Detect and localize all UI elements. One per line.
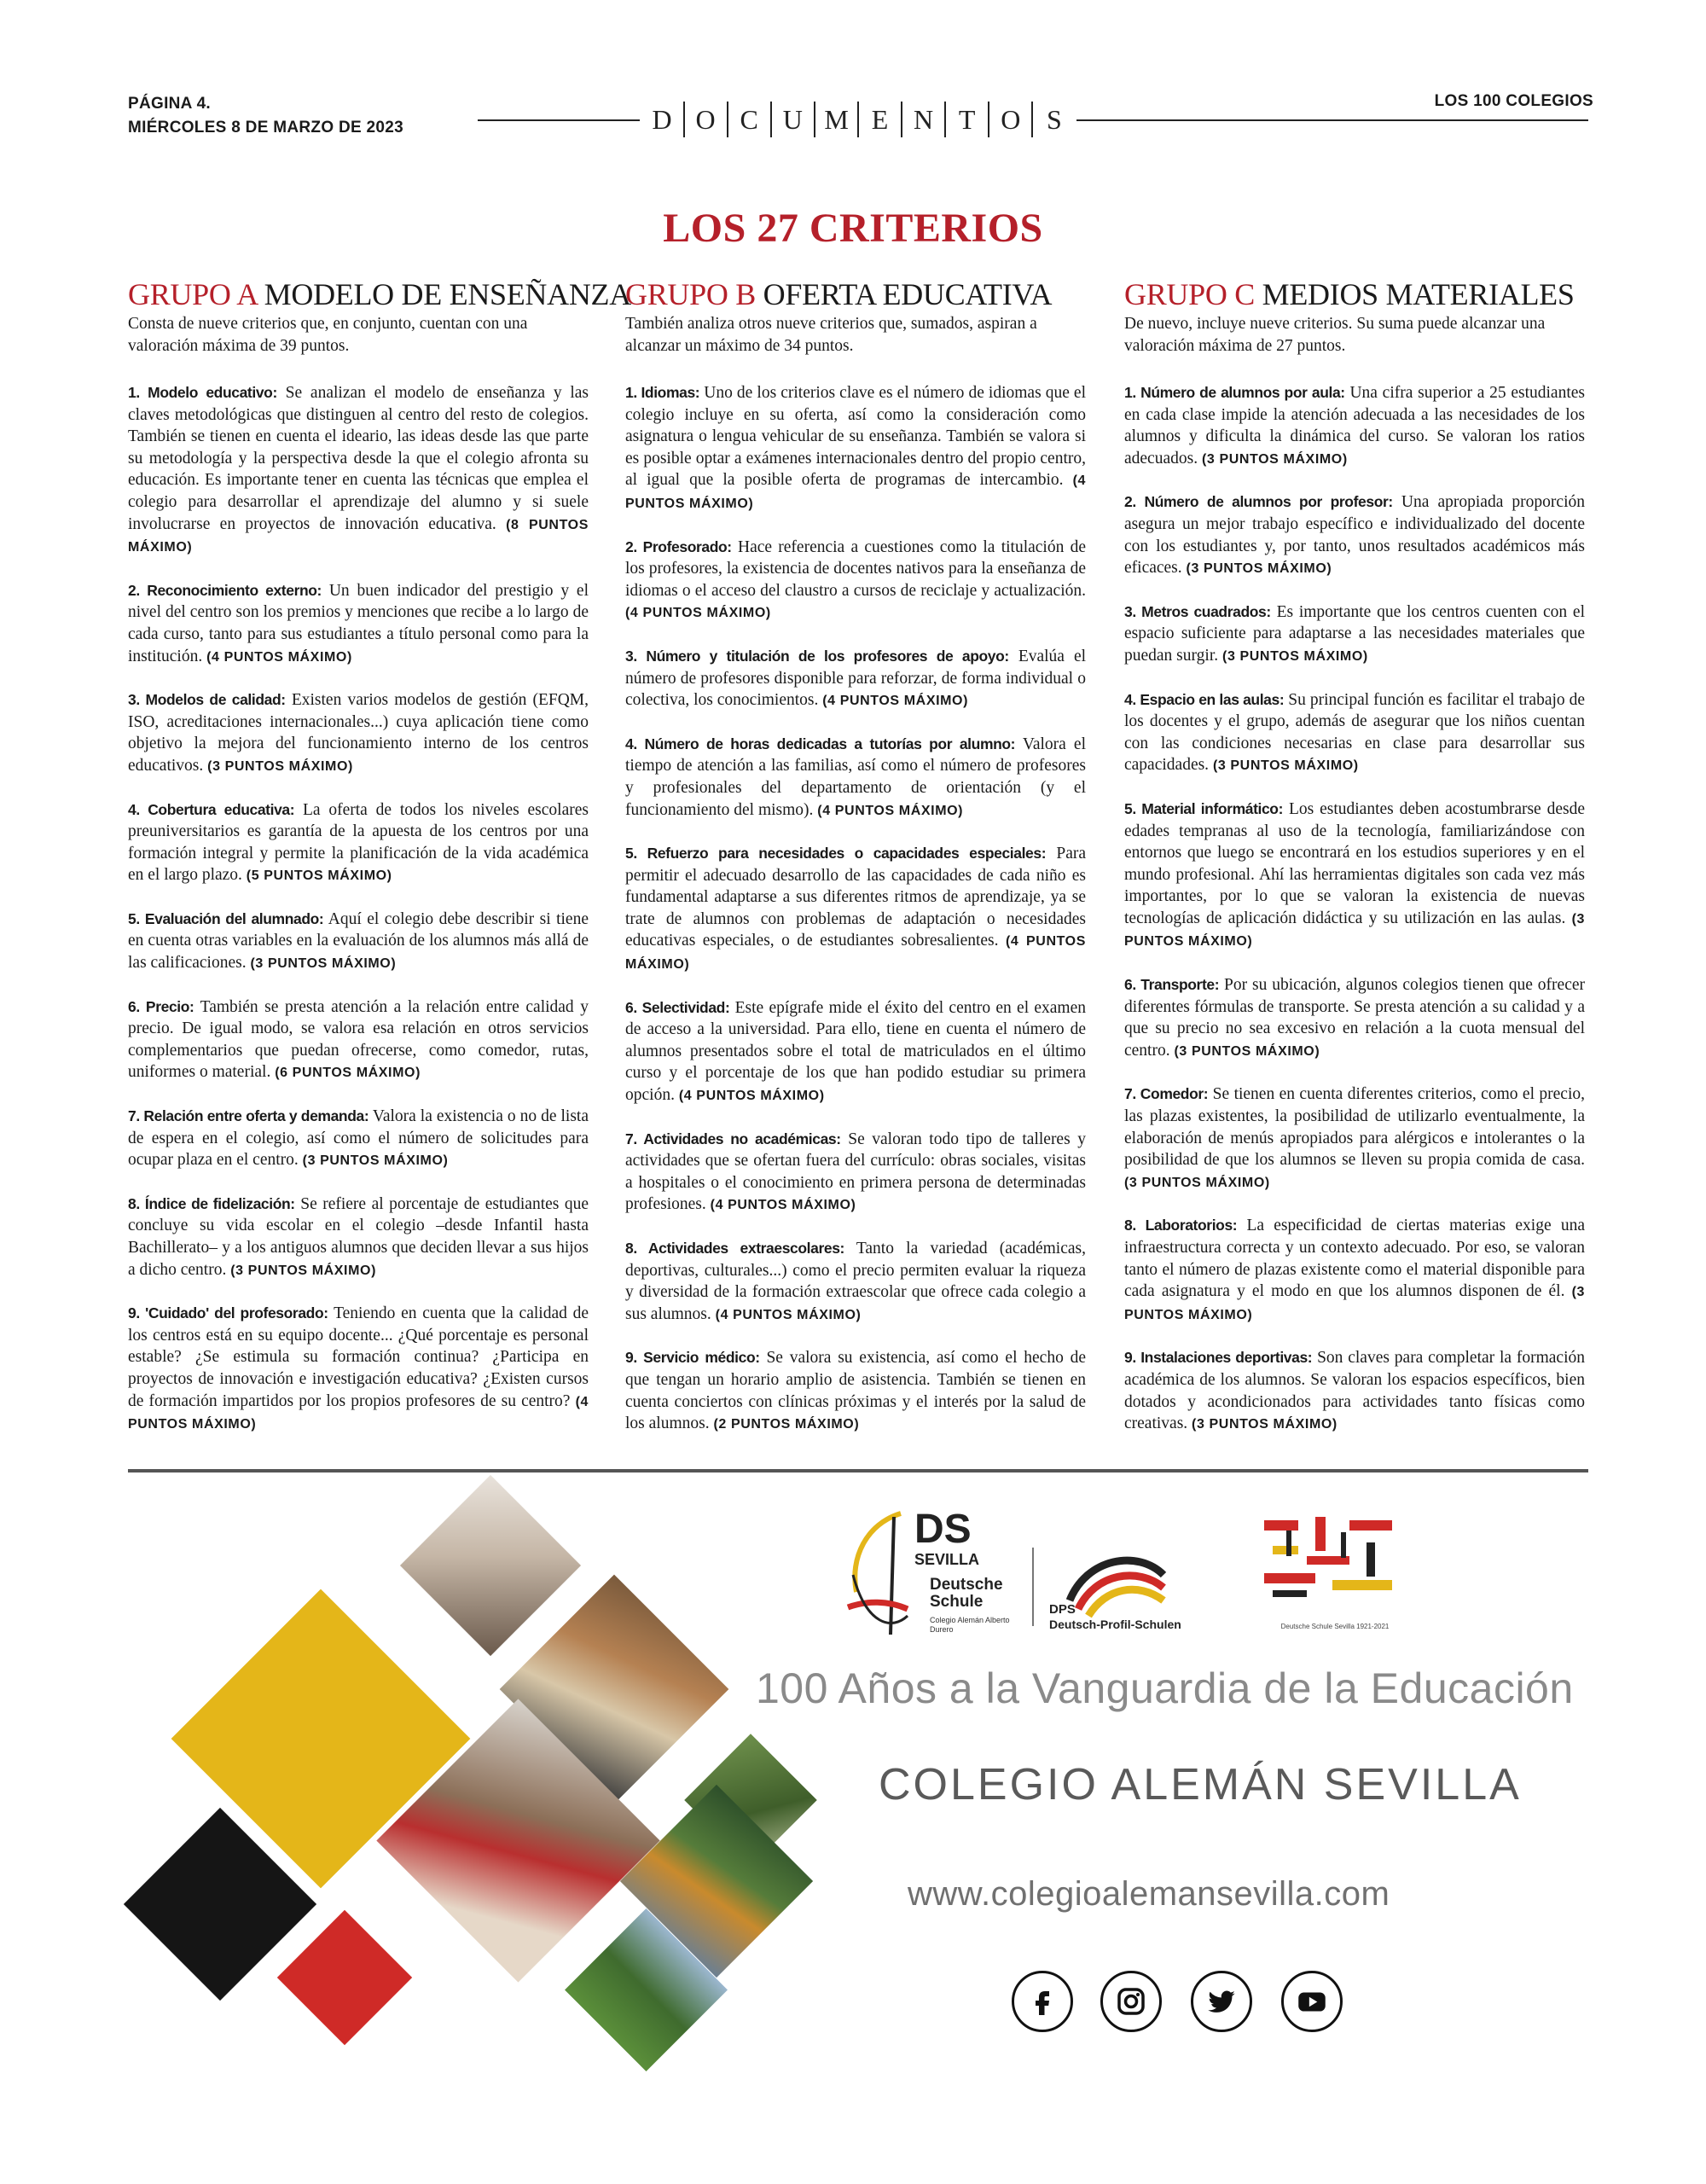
criterion-points: (3 PUNTOS MÁXIMO) bbox=[302, 1153, 449, 1169]
criterion-title: 8. Laboratorios: bbox=[1124, 1217, 1238, 1234]
criterion-text: Aquí el colegio debe describir si tiene en cuenta otras variables en la evaluación de los alumnos más allá de las calificaciones. bbox=[128, 909, 589, 973]
criterion-text: Se refiere al porcentaje de estudiantes que concluye su vida escolar en el colegio –desde Infantil hasta Bachillerato– y a los antiguos alumnos que deciden llevar a sus hijos a dicho centro. bbox=[128, 1194, 589, 1279]
criterion-points: (3 PUNTOS MÁXIMO) bbox=[1201, 451, 1348, 467]
criterion-points: (4 PUNTOS MÁXIMO) bbox=[128, 1394, 589, 1432]
divider bbox=[683, 102, 685, 137]
section-letter: T bbox=[958, 103, 976, 135]
criterion-item bbox=[625, 1347, 1086, 1435]
criterion-text: Para permitir el adecuado desarrollo de las capacidades de cada niño es fundamental adaptarse a sus diferentes ritmos de aprendizaje, ya se trate de alumnos con problemas de adaptación o necesidades educativas especiales, o de estudiantes sobresalientes. bbox=[625, 845, 1086, 950]
criterion-item bbox=[1124, 601, 1585, 668]
instagram-icon[interactable] bbox=[1100, 1971, 1162, 2032]
divider bbox=[944, 102, 946, 137]
group-heading bbox=[625, 277, 1086, 311]
school-name: COLEGIO ALEMÁN SEVILLA bbox=[879, 1760, 1522, 1809]
divider bbox=[857, 102, 859, 137]
criterion-title: 4. Cobertura educativa: bbox=[128, 800, 295, 818]
section-letter: S bbox=[1046, 103, 1062, 135]
group-name: MEDIOS MATERIALES bbox=[1262, 277, 1575, 311]
criterion-title: 4. Número de horas dedicadas a tutorías por alumno: bbox=[625, 735, 1016, 752]
criterion-item bbox=[128, 689, 589, 777]
page-number: PÁGINA 4. bbox=[128, 95, 212, 113]
anniversary-caption: Deutsche Schule Sevilla 1921-2021 bbox=[1280, 1623, 1390, 1630]
logo-divider bbox=[1032, 1548, 1034, 1626]
criterion-points: (2 PUNTOS MÁXIMO) bbox=[713, 1417, 860, 1432]
group-intro: También analiza otros nueve criterios que, sumados, aspiran a alcanzar un máximo de 34 puntos. bbox=[625, 315, 1037, 355]
ds-logo-name: Deutsche Schule bbox=[930, 1576, 1003, 1611]
criterion-title: 9. 'Cuidado' del profesorado: bbox=[128, 1304, 328, 1322]
criterion-points: (3 PUNTOS MÁXIMO) bbox=[1192, 1417, 1338, 1432]
criterion-title: 3. Metros cuadrados: bbox=[1124, 602, 1271, 620]
divider bbox=[1031, 102, 1033, 137]
publication-name: LOS 100 COLEGIOS bbox=[1434, 92, 1593, 110]
criterion-points: (3 PUNTOS MÁXIMO) bbox=[1124, 1285, 1585, 1322]
youtube-icon[interactable] bbox=[1281, 1971, 1343, 2032]
criterion-points: (4 PUNTOS MÁXIMO) bbox=[625, 606, 771, 621]
criterion-title: 6. Precio: bbox=[128, 997, 194, 1015]
criterion-text: Son claves para completar la formación académica de los alumnos. Se valoran los espacios específicos, bien dotados y acondicionados para actividades tanto físicas como creativas. bbox=[1124, 1349, 1585, 1433]
criterion-text: Su principal función es facilitar el trabajo de los docentes y el grupo, además de asegurar que los niños cuentan con las condiciones necesarias en clase para desarrollar sus capacidades. bbox=[1124, 690, 1586, 775]
criterion-text: Se analizan el modelo de enseñanza y las claves metodológicas que distinguen al centro del resto de colegios. También se tienen en cuenta el ideario, las ideas desde las que parte su metodología y la perspectiva desde la que el colegio afronta su educación. Es importante tener en cuenta las técnicas que emplea el colegio para desarrollar el aprendizaje del alumno y si suele involucrarse en proyectos de innovación educativa. bbox=[128, 384, 589, 533]
section-letter: U bbox=[782, 103, 803, 135]
ds-logo-text: DS bbox=[914, 1507, 972, 1552]
criterion-text: Es importante que los centros cuenten con el espacio suficiente para adaptarse a las necesidades materiales que puedan surgir. bbox=[1124, 602, 1585, 665]
section-name bbox=[650, 97, 1066, 142]
criterion-item bbox=[128, 1106, 589, 1172]
criterion-title: 1. Modelo educativo: bbox=[128, 384, 277, 401]
criterion-points: (8 PUNTOS MÁXIMO) bbox=[128, 517, 589, 555]
criterion-title: 6. Selectividad: bbox=[625, 998, 730, 1016]
criterion-title: 7. Comedor: bbox=[1124, 1085, 1209, 1103]
criterion-item bbox=[1124, 1347, 1585, 1435]
criterion-title: 1. Idiomas: bbox=[625, 384, 700, 401]
group-name: OFERTA EDUCATIVA bbox=[763, 277, 1053, 311]
criterion-points: (3 PUNTOS MÁXIMO) bbox=[1186, 561, 1332, 577]
ad-tagline: 100 Años a la Vanguardia de la Educación bbox=[756, 1664, 1574, 1712]
criterion-points: (4 PUNTOS MÁXIMO) bbox=[710, 1198, 856, 1213]
group-intro: Consta de nueve criterios que, en conjunto, cuentan con una valoración máxima de 39 puntos. bbox=[128, 315, 528, 355]
criterion-title: 3. Modelos de calidad: bbox=[128, 691, 286, 709]
criterion-text: Tanto la variedad (académicas, deportivas, culturales...) como el precio permiten evaluar la riqueza y diversidad de la formación extraescolar que ofrece cada colegio a sus alumnos. bbox=[625, 1240, 1086, 1323]
criterion-item bbox=[128, 996, 589, 1084]
group-intro: De nuevo, incluye nueve criterios. Su suma puede alcanzar una valoración máxima de 27 puntos. bbox=[1124, 315, 1546, 355]
criterion-title: 6. Transporte: bbox=[1124, 976, 1220, 994]
page-header-left bbox=[128, 92, 403, 140]
criterion-text: Se valoran todo tipo de talleres y actividades que se ofertan fuera del currículo: obras sociales, visitas a hospitales o el conocimiento en primera persona de determinadas profesiones. bbox=[625, 1130, 1086, 1214]
criterion-item bbox=[1124, 689, 1585, 777]
group-c-column bbox=[1124, 277, 1585, 1457]
criterion-title: 5. Material informático: bbox=[1124, 799, 1284, 817]
criterion-text: La especificidad de ciertas materias exige una infraestructura correcta y un contexto adecuado. Por eso, se valoran tanto el número de plazas existente como el material disponible para cada asignatura y el modo en que los alumnos disponen de él. bbox=[1124, 1217, 1585, 1301]
criterion-points: (3 PUNTOS MÁXIMO) bbox=[207, 758, 353, 774]
group-heading bbox=[1124, 277, 1585, 311]
divider bbox=[727, 102, 728, 137]
group-heading bbox=[128, 277, 631, 311]
criterion-text: La oferta de todos los niveles escolares preuniversitarios es garantía de la apuesta de los centros por una formación integral y permite la planificación de la vida académica en el largo plazo. bbox=[128, 800, 589, 885]
criterion-item bbox=[1124, 1215, 1585, 1326]
red-diamond bbox=[277, 1910, 412, 2045]
divider bbox=[901, 102, 902, 137]
criterion-text: También se presta atención a la relación entre calidad y precio. De igual modo, se valora esa relación en otros servicios complementarios que puedan ofrecerse, como comedor, rutas, uniformes o material. bbox=[128, 997, 589, 1082]
criterion-text: Una cifra superior a 25 estudiantes en cada clase impide la atención adecuada a las necesidades de los alumnos y dificulta la dinámica del curso. Se valoran los ratios adecuados. bbox=[1124, 384, 1585, 468]
criterion-points: (4 PUNTOS MÁXIMO) bbox=[822, 694, 969, 709]
criterion-item bbox=[625, 646, 1086, 712]
criterion-title: 7. Actividades no académicas: bbox=[625, 1130, 841, 1147]
twitter-icon[interactable] bbox=[1191, 1971, 1252, 2032]
criterion-title: 8. Actividades extraescolares: bbox=[625, 1240, 844, 1257]
criterion-item bbox=[1124, 1083, 1585, 1194]
section-letter: C bbox=[740, 103, 758, 135]
section-letter: D bbox=[652, 103, 672, 135]
section-divider bbox=[128, 1469, 1588, 1472]
criterion-text: Una apropiada proporción asegura un mejor trabajo específico e individualizado del docente con los estudiantes y, por tanto, unos resultados académicos más eficaces. bbox=[1124, 493, 1585, 578]
criterion-title: 4. Espacio en las aulas: bbox=[1124, 690, 1285, 708]
criterion-points: (3 PUNTOS MÁXIMO) bbox=[250, 956, 397, 972]
criterion-text: Este epígrafe mide el éxito del centro en el examen de acceso a la universidad. Para ello, tiene en cuenta el número de alumnos presentados sobre el total de matriculados en el último curso y el porcentaje de los que han podido estudiar su primera opción. bbox=[625, 998, 1087, 1105]
criterion-item bbox=[128, 580, 589, 668]
dps-logo-subtitle: Deutsch-Profil-Schulen bbox=[1049, 1618, 1181, 1631]
criterion-item bbox=[128, 382, 589, 559]
group-label: GRUPO B bbox=[625, 277, 756, 311]
criterion-title: 7. Relación entre oferta y demanda: bbox=[128, 1107, 369, 1125]
criterion-points: (4 PUNTOS MÁXIMO) bbox=[206, 649, 352, 665]
divider bbox=[988, 102, 989, 137]
school-logos bbox=[841, 1507, 1447, 1652]
criterion-points: (3 PUNTOS MÁXIMO) bbox=[230, 1263, 377, 1278]
website-link[interactable]: www.colegioalemansevilla.com bbox=[908, 1875, 1390, 1913]
criterion-text: Uno de los criterios clave es el número de idiomas que el colegio incluye en su oferta, así como la consideración como asignatura o lengua vehicular de su enseñanza. También se valora si es posible optar a exámenes internacionales dentro del propio centro, al igual que la posible oferta de programas de intercambio. bbox=[625, 384, 1087, 490]
criterion-text: Por su ubicación, algunos colegios tienen que ofrecer diferentes fórmulas de transporte. Se presta atención a su calidad y a que su precio no sea excesivo en relación a la cuota mensual del centro. bbox=[1124, 976, 1585, 1060]
dps-logo-text: DPS bbox=[1049, 1602, 1076, 1617]
issue-date: MIÉRCOLES 8 DE MARZO DE 2023 bbox=[128, 119, 404, 136]
criterion-item bbox=[128, 1194, 589, 1281]
criterion-text: Se valora su existencia, así como el hecho de que tengan un horario amplio de asistencia. También se tienen en cuenta conciertos con clínicas próximas y el interés por la salud de los alumnos. bbox=[625, 1349, 1086, 1433]
group-a-column bbox=[128, 277, 631, 1457]
criterion-title: 9. Instalaciones deportivas: bbox=[1124, 1349, 1313, 1367]
group-label: GRUPO A bbox=[128, 277, 257, 311]
criterion-title: 9. Servicio médico: bbox=[625, 1349, 760, 1367]
section-letter: M bbox=[824, 103, 849, 135]
group-name: MODELO DE ENSEÑANZA bbox=[264, 277, 631, 311]
criterion-text: Se tienen en cuenta diferentes criterios, como el precio, las plazas existentes, la posibilidad de utilizarlo eventualmente, la elaboración de menús apropiados para alérgicos e intolerantes o la posibilidad de que los alumnos se lleven su propia comida de casa. bbox=[1124, 1085, 1585, 1170]
criterion-points: (6 PUNTOS MÁXIMO) bbox=[275, 1066, 421, 1081]
criterion-text: Valora el tiempo de atención a las familias, así como el número de profesores y profesionales del departamento de orientación (y el funcionamiento del mismo). bbox=[625, 735, 1087, 819]
section-letter: N bbox=[914, 103, 934, 135]
criterion-points: (4 PUNTOS MÁXIMO) bbox=[625, 934, 1086, 973]
ds-logo-city: SEVILLA bbox=[914, 1551, 980, 1568]
criterion-title: 8. Índice de fidelización: bbox=[128, 1194, 295, 1212]
criterion-text: Existen varios modelos de gestión (EFQM, ISO, acreditaciones internacionales...) cuya aplicación tiene como objetivo la mejora del funcionamiento interno de los centros educativos. bbox=[128, 691, 589, 775]
ds-logo-mark bbox=[841, 1507, 909, 1635]
criterion-points: (4 PUNTOS MÁXIMO) bbox=[715, 1307, 862, 1322]
criterion-points: (4 PUNTOS MÁXIMO) bbox=[625, 473, 1086, 511]
criterion-item bbox=[128, 799, 589, 887]
criterion-text: Un buen indicador del prestigio y el nivel del centro son los premios y menciones que recibe a lo largo de cada curso, tanto para sus estudiantes a título personal como para la institución. bbox=[128, 581, 589, 665]
criterion-item bbox=[625, 734, 1086, 822]
criterion-points: (4 PUNTOS MÁXIMO) bbox=[678, 1089, 825, 1104]
criterion-title: 3. Número y titulación de los profesores de apoyo: bbox=[625, 647, 1009, 665]
section-letter: E bbox=[871, 103, 889, 135]
group-b-column bbox=[625, 277, 1086, 1457]
criterion-points: (5 PUNTOS MÁXIMO) bbox=[246, 868, 392, 884]
criterion-item bbox=[625, 537, 1086, 624]
facebook-icon[interactable] bbox=[1012, 1971, 1073, 2032]
criterion-item bbox=[625, 382, 1086, 515]
criterion-text: Valora la existencia o no de lista de espera en el colegio, así como el número de solicitudes para ocupar plaza en el centro. bbox=[128, 1107, 589, 1170]
criterion-points: (4 PUNTOS MÁXIMO) bbox=[817, 803, 964, 818]
criterion-item bbox=[625, 1238, 1086, 1326]
anniversary-logo bbox=[1256, 1512, 1409, 1606]
page-title: LOS 27 CRITERIOS bbox=[663, 206, 1043, 251]
criterion-title: 2. Profesorado: bbox=[625, 537, 732, 555]
criterion-points: (3 PUNTOS MÁXIMO) bbox=[1212, 758, 1359, 774]
criterion-points: (3 PUNTOS MÁXIMO) bbox=[1124, 1175, 1270, 1190]
criterion-points: (3 PUNTOS MÁXIMO) bbox=[1124, 911, 1586, 950]
criterion-title: 1. Número de alumnos por aula: bbox=[1124, 384, 1345, 401]
criterion-points: (3 PUNTOS MÁXIMO) bbox=[1174, 1043, 1320, 1059]
ds-logo-subtitle: Colegio Alemán Alberto Durero bbox=[930, 1616, 1010, 1634]
criterion-item bbox=[625, 843, 1086, 976]
criterion-title: 2. Reconocimiento externo: bbox=[128, 581, 322, 599]
criterion-points: (3 PUNTOS MÁXIMO) bbox=[1222, 648, 1368, 664]
criterion-item bbox=[625, 1129, 1086, 1217]
header-rule-right bbox=[1076, 119, 1588, 121]
criterion-item bbox=[1124, 491, 1585, 579]
criterion-text: Teniendo en cuenta que la calidad de los centros está en su equipo docente... ¿Qué porcentaje es personal estable? ¿Se estimula su formación continua? ¿Participa en proyectos de innovación e investigación educativa? ¿Existen cursos de formación impartidos por los propios profesores de su centro? bbox=[128, 1304, 589, 1410]
group-label: GRUPO C bbox=[1124, 277, 1255, 311]
criterion-item bbox=[128, 909, 589, 975]
criterion-text: Los estudiantes deben acostumbrarse desde edades tempranas al uso de la tecnología, familiarizándose con entornos que luego se encontrará en los estudios superiores y en el mundo profesional. Ahí las herramientas digitales son cada vez más importantes, por lo que se valoran la existencia de nuevas tecnologías de aplicación didáctica y su utilización en las aulas. bbox=[1124, 799, 1586, 927]
section-letter: O bbox=[695, 103, 716, 135]
criterion-item bbox=[1124, 382, 1585, 470]
header-rule-left bbox=[478, 119, 640, 121]
divider bbox=[770, 102, 772, 137]
criterion-title: 5. Evaluación del alumnado: bbox=[128, 909, 324, 927]
criterion-item bbox=[625, 997, 1086, 1107]
criterion-item bbox=[128, 1303, 589, 1436]
criterion-title: 2. Número de alumnos por profesor: bbox=[1124, 493, 1393, 511]
section-letter: O bbox=[1001, 103, 1021, 135]
criterion-title: 5. Refuerzo para necesidades o capacidades especiales: bbox=[625, 845, 1047, 863]
criterion-text: Evalúa el número de profesores disponible para reforzar, de forma individual o colectiva, los conocimientos. bbox=[625, 647, 1087, 710]
criterion-item bbox=[1124, 974, 1585, 1062]
criterion-item bbox=[1124, 799, 1585, 953]
criterion-text: Hace referencia a cuestiones como la titulación de los profesores, la existencia de docentes nativos para la enseñanza de idiomas o el acceso del claustro a cursos de reciclaje y actualización. bbox=[625, 537, 1086, 600]
divider bbox=[814, 102, 815, 137]
photo-microscope-student bbox=[400, 1475, 581, 1656]
